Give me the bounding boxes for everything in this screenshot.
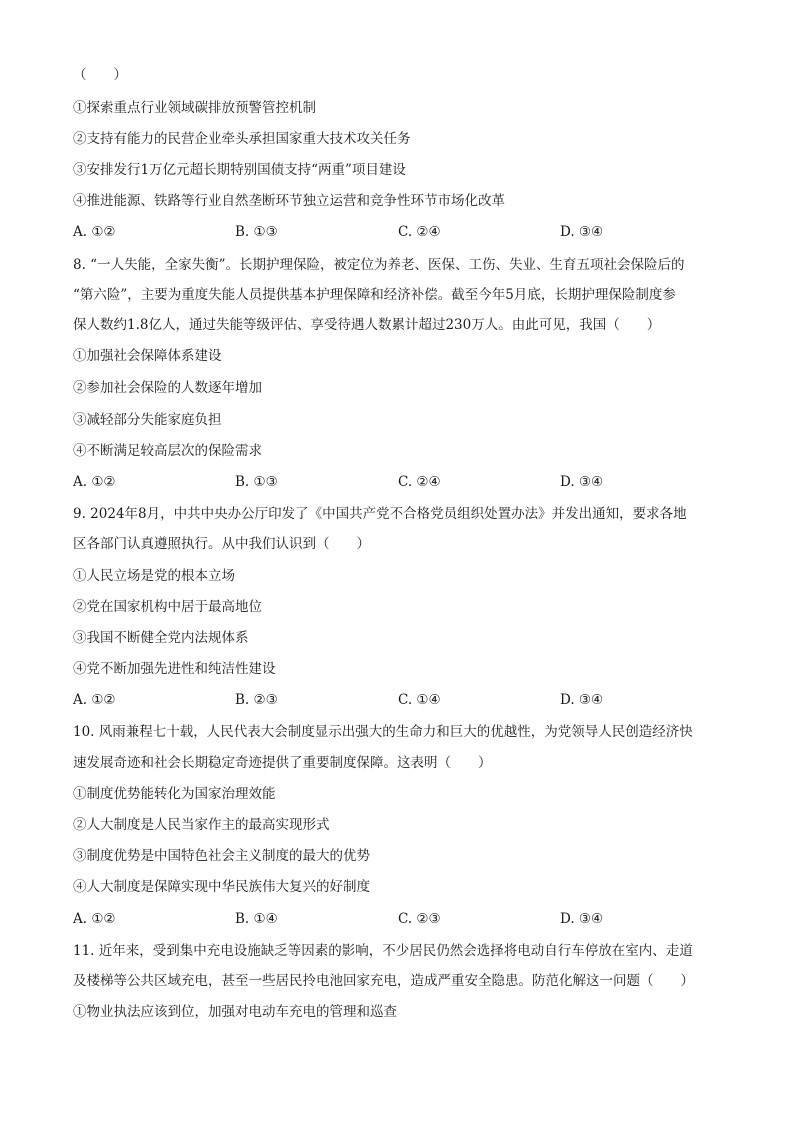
q7-option-b: B. ①③ (235, 224, 278, 240)
q10-stem-line-2: 速发展奇迹和社会长期稳定奇迹提供了重要制度保障。这表明（ ） (73, 755, 492, 771)
q8-item-2: ②参加社会保险的人数逐年增加 (73, 380, 262, 396)
q9-option-a: A. ①② (73, 692, 116, 708)
q10-item-3: ③制度优势是中国特色社会主义制度的最大的优势 (73, 848, 370, 864)
q8-item-3: ③减轻部分失能家庭负担 (73, 412, 222, 428)
q8-option-c: C. ②④ (398, 474, 441, 490)
q9-option-b: B. ②③ (235, 692, 278, 708)
q7-option-a: A. ①② (73, 224, 116, 240)
q9-option-d: D. ③④ (560, 692, 604, 708)
q8-item-1: ①加强社会保障体系建设 (73, 348, 222, 364)
q10-option-a: A. ①② (73, 911, 116, 927)
q10-item-1: ①制度优势能转化为国家治理效能 (73, 786, 276, 802)
q8-stem-line-2: “第六险”，主要为重度失能人员提供基本护理保障和经济补偿。截至今年5月底，长期护理保险制度参 (73, 287, 676, 303)
q10-option-b: B. ①④ (235, 911, 278, 927)
q7-item-3: ③安排发行1万亿元超长期特别国债支持“两重”项目建设 (73, 162, 406, 178)
q7-option-d: D. ③④ (560, 224, 604, 240)
q11-item-1: ①物业执法应该到位，加强对电动车充电的管理和巡查 (73, 1004, 397, 1020)
q8-option-d: D. ③④ (560, 474, 604, 490)
q7-option-c: C. ②④ (398, 224, 441, 240)
q7-options (73, 223, 713, 241)
q8-option-a: A. ①② (73, 474, 116, 490)
q8-option-b: B. ①③ (235, 474, 278, 490)
q10-stem-line-1: 10. 风雨兼程七十载，人民代表大会制度显示出强大的生命力和巨大的优越性，为党领导人民创造经济快 (73, 724, 693, 740)
q9-option-c: C. ①④ (398, 692, 441, 708)
q10-option-c: C. ②③ (398, 911, 441, 927)
q8-stem-line-1: 8. “一人失能，全家失衡”。长期护理保险，被定位为养老、医保、工伤、失业、生育五项社会保险后的 (73, 257, 685, 273)
q9-options (73, 691, 713, 709)
q8-options (73, 473, 713, 491)
q7-answer-paren: （ ） (73, 67, 127, 83)
q8-stem-line-3: 保人数约1.8亿人，通过失能等级评估、享受待遇人数累计超过230万人。由此可见，我国（ ） (73, 317, 661, 333)
q10-item-2: ②人大制度是人民当家作主的最高实现形式 (73, 817, 330, 833)
q9-stem-line-1: 9. 2024年8月，中共中央办公厅印发了《中国共产党不合格党员组织处置办法》并发出通知，要求各地 (73, 506, 687, 522)
q9-item-3: ③我国不断健全党内法规体系 (73, 630, 249, 646)
q9-stem-line-2: 区各部门认真遵照执行。从中我们认识到（ ） (73, 536, 370, 552)
q7-item-1: ①探索重点行业领域碳排放预警管控机制 (73, 100, 316, 116)
q9-item-1: ①人民立场是党的根本立场 (73, 568, 235, 584)
q11-stem-line-1: 11. 近年来，受到集中充电设施缺乏等因素的影响，不少居民仍然会选择将电动自行车停放在室内、走道 (73, 943, 693, 959)
q7-item-4: ④推进能源、铁路等行业自然垄断环节独立运营和竞争性环节市场化改革 (73, 193, 505, 209)
q10-item-4: ④人大制度是保障实现中华民族伟大复兴的好制度 (73, 879, 370, 895)
q10-option-d: D. ③④ (560, 911, 604, 927)
q9-item-2: ②党在国家机构中居于最高地位 (73, 599, 262, 615)
q8-item-4: ④不断满足较高层次的保险需求 (73, 443, 262, 459)
q9-item-4: ④党不断加强先进性和纯洁性建设 (73, 661, 276, 677)
q11-stem-line-2: 及楼梯等公共区域充电，甚至一些居民拎电池回家充电，造成严重安全隐患。防范化解这一问题（ ） (73, 973, 694, 989)
q7-item-2: ②支持有能力的民营企业牵头承担国家重大技术攻关任务 (73, 131, 411, 147)
q10-options (73, 910, 713, 928)
